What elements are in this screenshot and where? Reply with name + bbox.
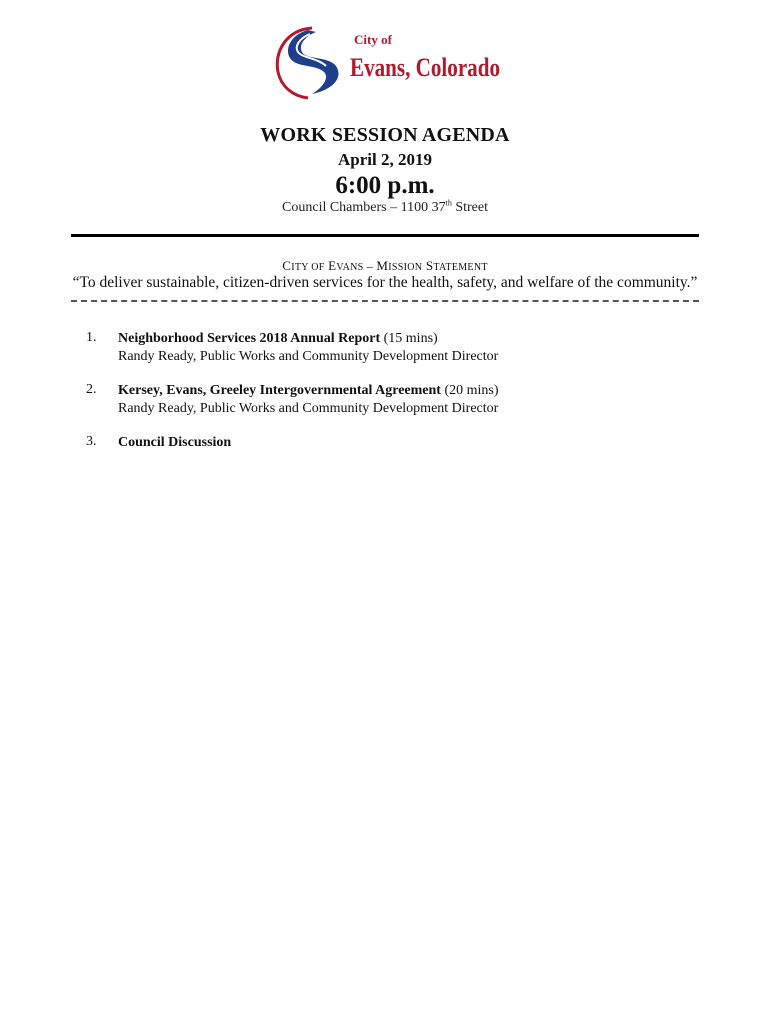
- agenda-list: [86, 330, 686, 468]
- mission-heading-c: C: [282, 258, 292, 273]
- agenda-item-presenter: Randy Ready, Public Works and Community Development Director: [118, 401, 499, 416]
- agenda-item-presenter: Randy Ready, Public Works and Community Development Director: [118, 349, 499, 364]
- mission-statement: “To deliver sustainable, citizen-driven services for the health, safety, and welfare of the community.”: [72, 274, 698, 291]
- meeting-location: [0, 200, 770, 216]
- mission-heading-dash: –: [363, 259, 377, 273]
- agenda-item-duration: (15 mins): [380, 331, 438, 346]
- location-suffix: Street: [451, 200, 488, 215]
- mission-heading: [0, 258, 770, 274]
- mission-heading-e: E: [324, 258, 337, 273]
- meeting-time: 6:00 p.m.: [335, 172, 435, 199]
- agenda-item-number: 3.: [86, 434, 97, 449]
- agenda-title: WORK SESSION AGENDA: [260, 124, 510, 146]
- agenda-item-number: 2.: [86, 382, 97, 397]
- agenda-item-title: Council Discussion: [118, 435, 232, 450]
- mission-heading-tatement: TATEMENT: [433, 262, 488, 273]
- location-prefix: Council Chambers – 1100 37: [282, 200, 446, 215]
- mission-heading-s: S: [422, 258, 434, 273]
- mission-heading-ity-of: ITY OF: [291, 262, 325, 273]
- meeting-date: April 2, 2019: [338, 150, 432, 169]
- agenda-item: [86, 330, 686, 366]
- mission-heading-vans: VANS: [336, 262, 364, 273]
- agenda-item: [86, 382, 686, 418]
- thick-divider: [71, 234, 699, 237]
- dashed-divider: [71, 300, 699, 302]
- agenda-item-title: Neighborhood Services 2018 Annual Report: [118, 331, 381, 346]
- mission-heading-m: M: [376, 258, 389, 273]
- location-superscript: th: [445, 198, 452, 208]
- logo-text-small: City of: [354, 32, 392, 47]
- mission-heading-ission: ISSION: [388, 262, 423, 273]
- city-of-evans-logo: [272, 24, 508, 100]
- agenda-item: [86, 434, 686, 452]
- logo-emblem: [272, 24, 508, 100]
- logo-text-large: Evans, Colorado: [350, 53, 500, 82]
- agenda-item-number: 1.: [86, 330, 97, 345]
- agenda-item-duration: (20 mins): [440, 383, 499, 398]
- agenda-item-title: Kersey, Evans, Greeley Intergovernmental Agreement: [118, 383, 441, 398]
